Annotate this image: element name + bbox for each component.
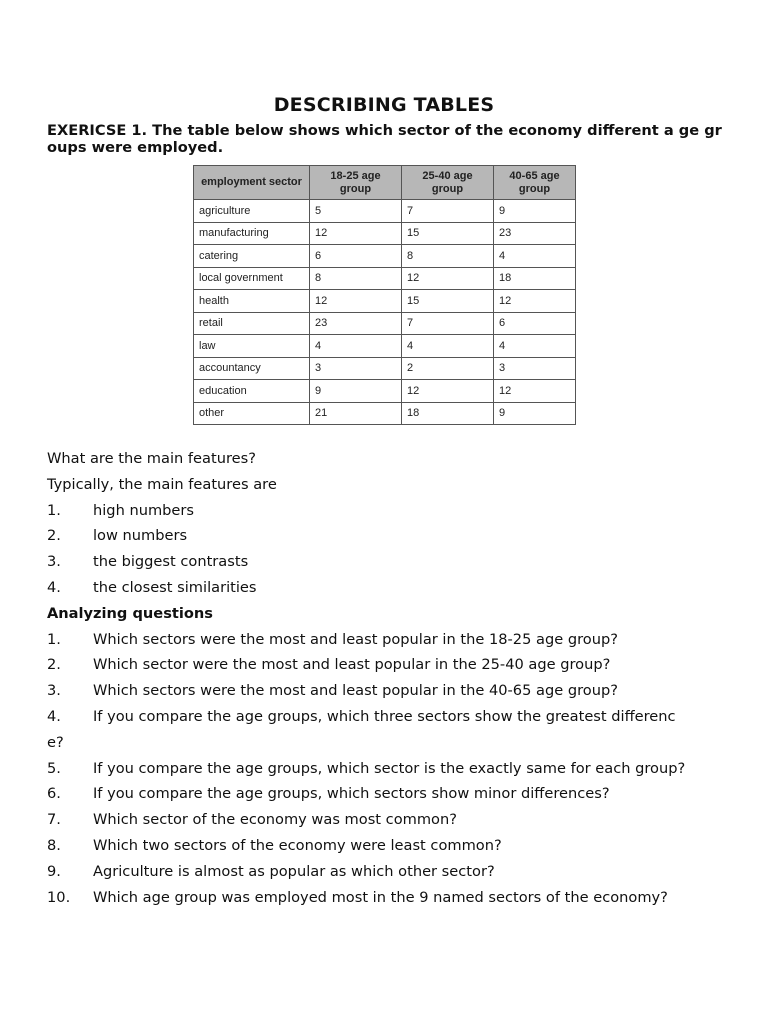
table-cell: 21 [310,402,402,425]
table-row [194,380,576,403]
table-cell: 15 [402,290,494,313]
table-row [194,200,576,223]
table-cell: 23 [310,312,402,335]
list-text: Which sectors were the most and least popular in the 18-25 age group? [93,630,618,648]
list-item [47,781,747,807]
table-cell: 4 [494,245,576,268]
table-cell: accountancy [194,357,310,380]
list-item [47,859,747,885]
list-text: the biggest contrasts [93,553,249,571]
list-item [47,756,747,782]
table-cell: 4 [494,335,576,358]
table-cell: manufacturing [194,222,310,245]
list-text: Which sector of the economy was most common? [93,811,457,829]
table-cell: 12 [310,290,402,313]
table-row [194,245,576,268]
list-number: 1. [47,501,61,519]
table-row [194,290,576,313]
table-row [194,402,576,425]
table-header-row [194,166,576,200]
table-cell: 18 [494,267,576,290]
list-text: If you compare the age groups, which three sectors show the greatest differenc [93,707,676,725]
table-header-cell: employment sector [194,166,310,200]
features-question: What are the main features? [47,450,256,467]
exercise-intro: EXERICSE 1. The table below shows which sector of the economy different a ge groups were employed. [47,122,722,156]
table-cell: 7 [402,200,494,223]
list-item [47,678,747,704]
list-number: 10. [47,888,71,906]
list-number: 1. [47,630,61,648]
table-cell: 3 [310,357,402,380]
table-cell: health [194,290,310,313]
list-item [47,498,747,524]
list-item [47,704,747,730]
table-cell: 12 [402,267,494,290]
list-number: 2. [47,656,61,674]
table-cell: catering [194,245,310,268]
list-text: Which sectors were the most and least popular in the 40-65 age group? [93,682,618,700]
list-text-continuation: e? [47,733,64,751]
list-number: 4. [47,707,61,725]
table-row [194,222,576,245]
table-cell: 2 [402,357,494,380]
table-header-cell: 40-65 age group [494,166,576,200]
list-item [47,575,747,601]
list-item [47,885,747,911]
table-header-cell: 25-40 age group [402,166,494,200]
table-row [194,312,576,335]
list-text: Which two sectors of the economy were least common? [93,836,502,854]
list-number: 4. [47,578,61,596]
document-body [47,446,747,910]
list-item [47,549,747,575]
list-number: 6. [47,785,61,803]
table-cell: 6 [310,245,402,268]
list-text: Which age group was employed most in the 9 named sectors of the economy? [93,888,668,906]
employment-table-container [193,165,576,425]
analyzing-heading: Analyzing questions [47,604,213,622]
table-cell: 3 [494,357,576,380]
list-item [47,833,747,859]
list-text: If you compare the age groups, which sectors show minor differences? [93,785,610,803]
table-cell: other [194,402,310,425]
table-cell: 9 [494,200,576,223]
list-number: 8. [47,836,61,854]
list-number: 5. [47,759,61,777]
table-header-cell: 18-25 age group [310,166,402,200]
list-item [47,627,747,653]
list-text: If you compare the age groups, which sector is the exactly same for each group? [93,759,686,777]
table-cell: law [194,335,310,358]
list-item [47,523,747,549]
table-cell: education [194,380,310,403]
table-cell: 12 [402,380,494,403]
table-cell: 12 [310,222,402,245]
table-cell: 12 [494,380,576,403]
table-cell: 23 [494,222,576,245]
table-cell: 6 [494,312,576,335]
list-item [47,652,747,678]
list-number: 9. [47,862,61,880]
table-row [194,357,576,380]
table-cell: 4 [310,335,402,358]
table-cell: local government [194,267,310,290]
list-number: 3. [47,553,61,571]
list-item [47,807,747,833]
features-lead: Typically, the main features are [47,475,277,493]
list-number: 2. [47,527,61,545]
list-text: Which sector were the most and least popular in the 25-40 age group? [93,656,611,674]
table-cell: 8 [402,245,494,268]
table-cell: 9 [494,402,576,425]
list-text: Agriculture is almost as popular as which other sector? [93,862,495,880]
table-cell: 9 [310,380,402,403]
table-cell: 4 [402,335,494,358]
table-row [194,267,576,290]
table-cell: retail [194,312,310,335]
list-text: low numbers [93,527,188,545]
list-text: high numbers [93,501,195,519]
page-title: DESCRIBING TABLES [273,94,495,116]
table-row [194,335,576,358]
list-text: the closest similarities [93,578,257,596]
list-number: 3. [47,682,61,700]
table-cell: 7 [402,312,494,335]
table-cell: 15 [402,222,494,245]
table-cell: 18 [402,402,494,425]
table-cell: agriculture [194,200,310,223]
table-cell: 5 [310,200,402,223]
table-cell: 8 [310,267,402,290]
employment-table [193,165,576,425]
list-number: 7. [47,811,61,829]
table-cell: 12 [494,290,576,313]
